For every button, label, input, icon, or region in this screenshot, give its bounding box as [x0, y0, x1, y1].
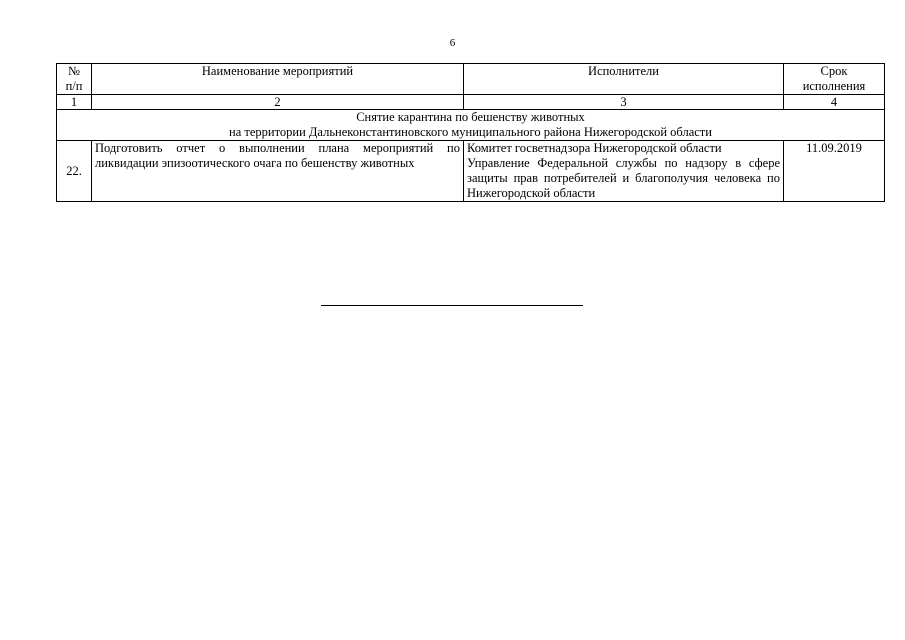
section-title-line2: на территории Дальнеконстантиновского муниципального района Нижегородской области: [229, 125, 712, 139]
page-number: 6: [449, 37, 456, 49]
header-deadline-line1: Срок: [820, 64, 848, 78]
column-number-row: [57, 95, 885, 110]
header-num: [57, 64, 92, 95]
column-number: 2: [92, 95, 464, 110]
header-num-line2: п/п: [65, 79, 83, 93]
column-number: 1: [57, 95, 92, 110]
header-measure-name: Наименование мероприятий: [92, 64, 464, 95]
row-executor-2: Управление Федеральной службы по надзору в сфере защиты прав потребителей и благополучия человека по Нижегородской области: [467, 156, 780, 200]
closing-divider-line: [321, 305, 583, 306]
header-deadline-line2: исполнения: [802, 79, 866, 93]
section-title: [57, 110, 885, 141]
header-row: [57, 64, 885, 95]
section-row: [57, 110, 885, 141]
row-executors: [464, 141, 784, 202]
row-deadline: 11.09.2019: [784, 141, 885, 202]
header-deadline: [784, 64, 885, 95]
header-executors: Исполнители: [464, 64, 784, 95]
column-number: 4: [784, 95, 885, 110]
column-number: 3: [464, 95, 784, 110]
row-number: 22.: [57, 141, 92, 202]
section-title-line1: Снятие карантина по бешенству животных: [356, 110, 585, 124]
row-measure: Подготовить отчет о выполнении плана мероприятий по ликвидации эпизоотического очага по бешенству животных: [92, 141, 464, 202]
table-row: [57, 141, 885, 202]
header-num-line1: №: [68, 64, 80, 78]
measures-table: [56, 63, 885, 202]
row-executor-1: Комитет госветнадзора Нижегородской области: [467, 141, 722, 155]
